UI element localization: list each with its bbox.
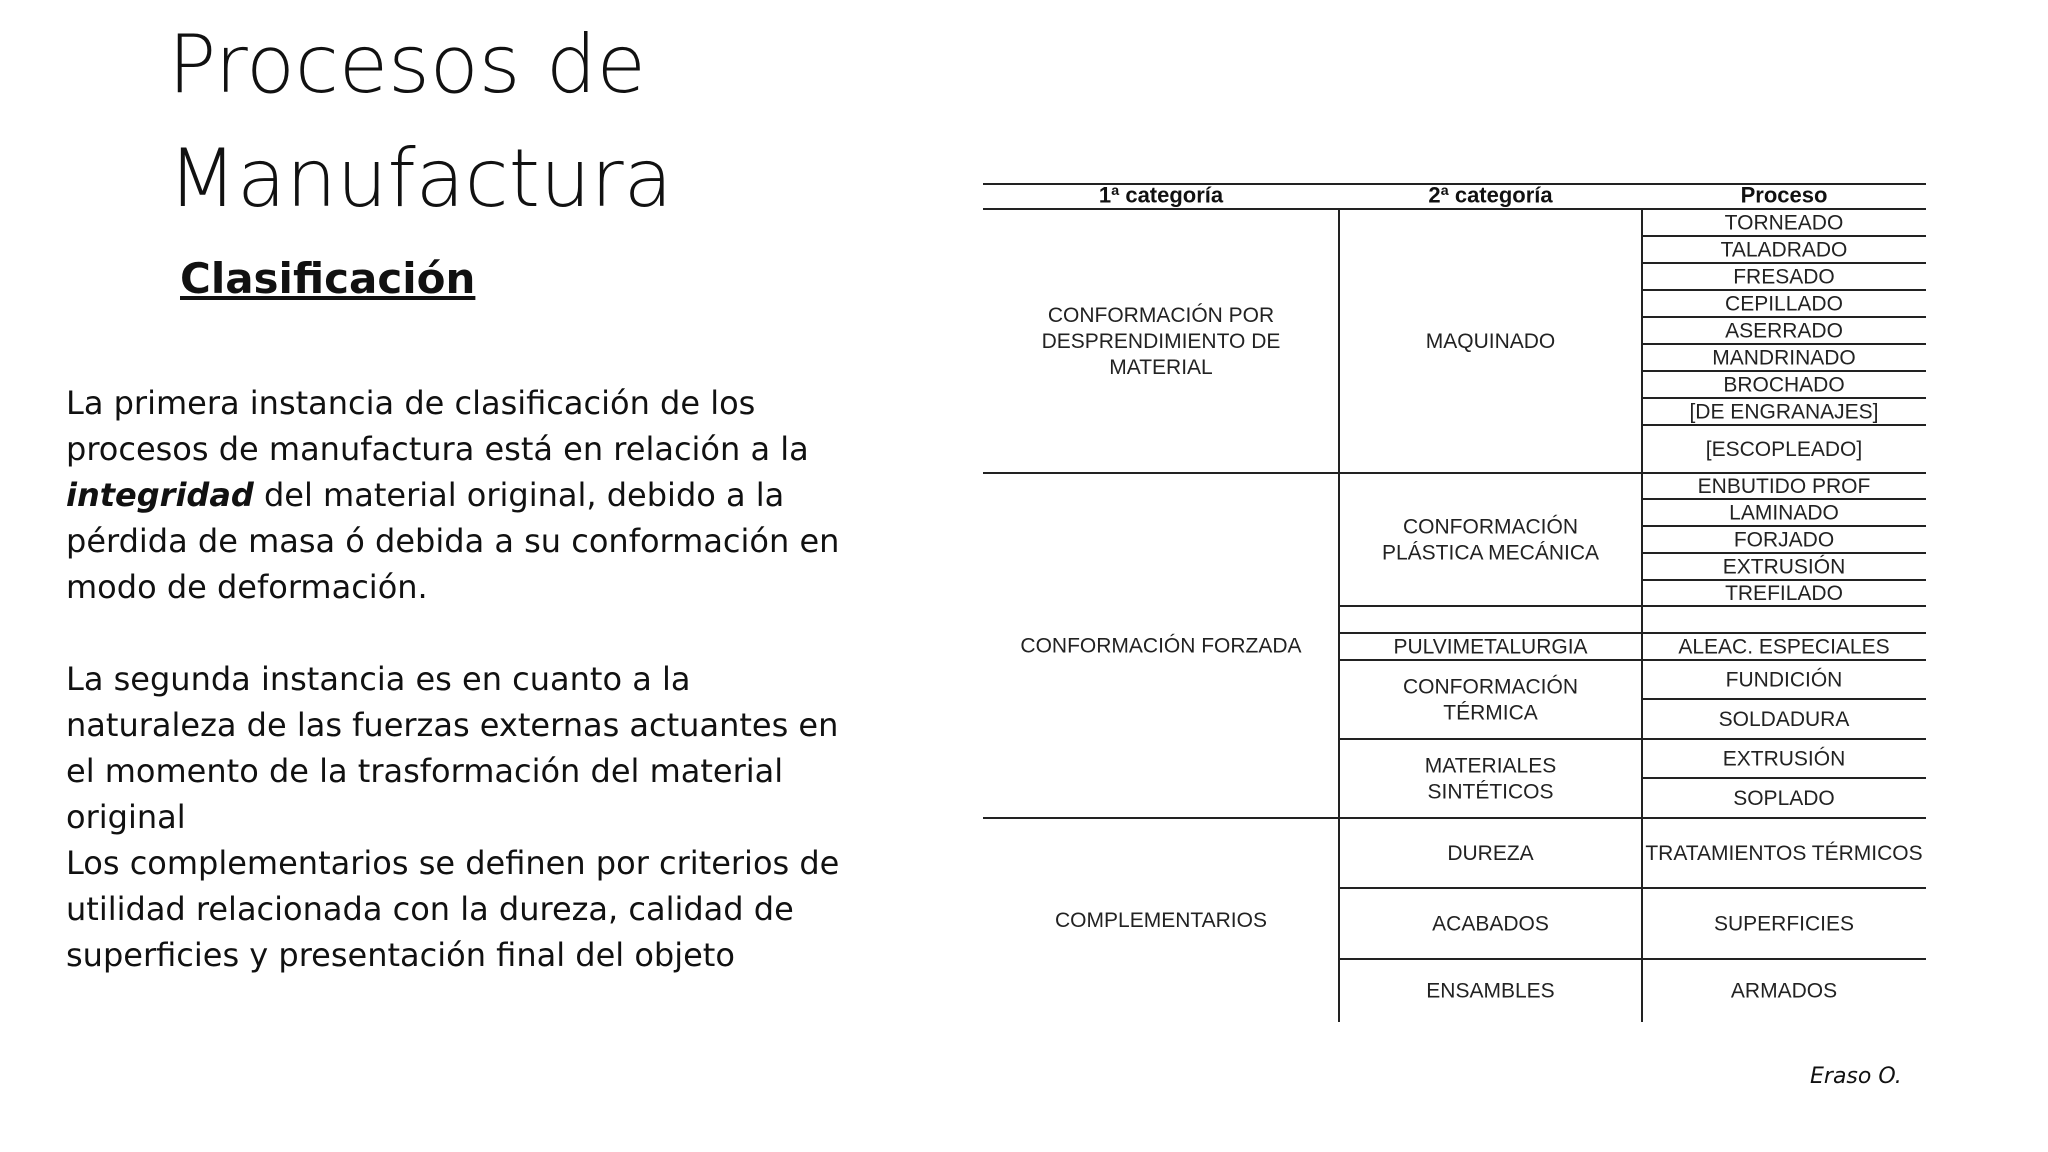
title-line-2: Manufactura xyxy=(168,132,673,225)
process-cell: BROCHADO xyxy=(1723,373,1845,397)
category2-cell: MATERIALES SINTÉTICOS xyxy=(1424,754,1557,804)
process-cell: SOLDADURA xyxy=(1718,708,1850,731)
process-cell: TALADRADO xyxy=(1720,238,1848,262)
process-cell: FUNDICIÓN xyxy=(1725,668,1843,692)
category1-cell: CONFORMACIÓN FORZADA xyxy=(1020,634,1302,658)
emphasis-text: integridad xyxy=(66,476,254,514)
process-cell: TORNEADO xyxy=(1724,211,1844,235)
category2-cell: MAQUINADO xyxy=(1425,330,1556,353)
category1-cell: COMPLEMENTARIOS xyxy=(1055,909,1267,932)
category2-cell: DUREZA xyxy=(1447,842,1534,865)
process-cell: [ESCOPLEADO] xyxy=(1705,438,1863,461)
process-cell: ASERRADO xyxy=(1725,319,1843,343)
process-cell: MANDRINADO xyxy=(1712,346,1856,370)
section-subtitle: Clasificación xyxy=(180,254,476,303)
process-cell: CEPILLADO xyxy=(1725,292,1843,316)
header-cell: 2ª categoría xyxy=(1428,182,1553,208)
process-cell: ARMADOS xyxy=(1730,979,1838,1003)
process-cell: FORJADO xyxy=(1733,528,1835,552)
paragraph-text: del material original, debido a la pérdida de masa ó debida a su conformación en modo de deformación. xyxy=(66,476,840,606)
category2-cell: CONFORMACIÓN TÉRMICA xyxy=(1403,675,1578,725)
header-cell: 1ª categoría xyxy=(1098,182,1224,208)
category2-cell: ENSAMBLES xyxy=(1426,979,1555,1003)
paragraph-text: La primera instancia de clasificación de los procesos de manufactura está en relación a la xyxy=(66,384,809,468)
process-cell: EXTRUSIÓN xyxy=(1722,747,1846,771)
author-credit: Eraso O. xyxy=(1810,1064,1902,1089)
process-cell: [DE ENGRANAJES] xyxy=(1689,400,1879,424)
category1-cell: CONFORMACIÓN POR DESPRENDIMIENTO DE MATERIAL xyxy=(1041,304,1281,379)
paragraph-forces: La segunda instancia es en cuanto a la naturaleza de las fuerzas externas actuantes en el momento de la trasformación del material original xyxy=(66,660,839,836)
category2-cell: PULVIMETALURGIA xyxy=(1393,635,1588,659)
paragraph-complementary: Los complementarios se definen por criterios de utilidad relacionada con la dureza, calidad de superficies y presentación final del objeto xyxy=(66,844,840,974)
process-cell: EXTRUSIÓN xyxy=(1722,555,1846,579)
process-cell: SOPLADO xyxy=(1733,787,1835,810)
process-cell: LAMINADO xyxy=(1729,501,1839,525)
category2-cell: CONFORMACIÓN PLÁSTICA MECÁNICA xyxy=(1381,515,1600,565)
process-cell: ALEAC. ESPECIALES xyxy=(1678,635,1890,659)
process-cell: FRESADO xyxy=(1733,265,1835,289)
process-cell: TRATAMIENTOS TÉRMICOS xyxy=(1645,842,1923,865)
process-cell: TREFILADO xyxy=(1725,582,1843,605)
header-cell: Proceso xyxy=(1740,182,1828,208)
title-line-1: Procesos de xyxy=(168,18,646,111)
process-cell: ENBUTIDO PROF xyxy=(1697,475,1871,498)
category2-cell: ACABADOS xyxy=(1432,912,1549,936)
process-cell: SUPERFICIES xyxy=(1713,912,1855,936)
